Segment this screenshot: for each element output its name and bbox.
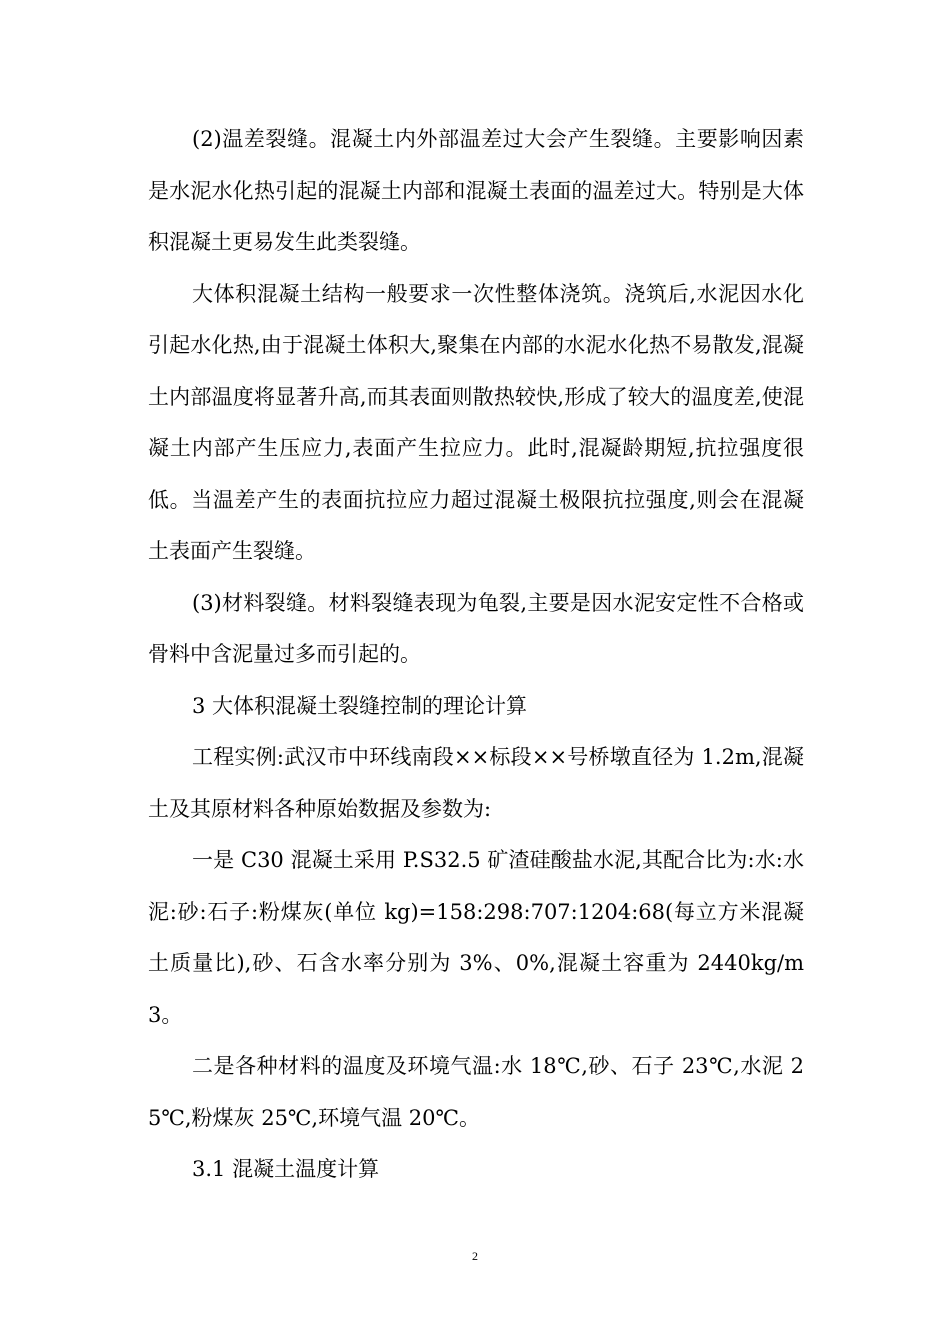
paragraph-mix-ratio: 一是 C30 混凝土采用 P.S32.5 矿渣硅酸盐水泥,其配合比为:水:水泥:砂:石子:粉煤灰(单位 kg)=158:298:707:1204:68(每立方米混凝土质量比),砂、石含水率分别为 3%、0%,混凝土容重为 2440kg/m3。 [148, 848, 804, 1027]
paragraph-engineering-example: 工程实例:武汉市中环线南段××标段××号桥墩直径为 1.2m,混凝土及其原材料各种原始数据及参数为: [148, 745, 804, 821]
section-heading-3: 3 大体积混凝土裂缝控制的理论计算 [192, 693, 528, 718]
page-number: 2 [472, 1249, 478, 1263]
document-body [148, 114, 804, 1196]
paragraph-temperature-cracks: (2)温差裂缝。混凝土内外部温差过大会产生裂缝。主要影响因素是水泥水化热引起的混凝土内部和混凝土表面的温差过大。特别是大体积混凝土更易发生此类裂缝。 [148, 127, 804, 254]
paragraph-material-cracks: (3)材料裂缝。材料裂缝表现为龟裂,主要是因水泥安定性不合格或骨料中含泥量过多而引起的。 [148, 590, 804, 666]
section-heading-3-1: 3.1 混凝土温度计算 [192, 1157, 380, 1181]
paragraph-mass-concrete-pouring: 大体积混凝土结构一般要求一次性整体浇筑。浇筑后,水泥因水化引起水化热,由于混凝土体积大,聚集在内部的水泥水化热不易散发,混凝土内部温度将显著升高,而其表面则散热较快,形成了较大的温度差,使混凝土内部产生压应力,表面产生拉应力。此时,混凝龄期短,抗拉强度很低。当温差产生的表面抗拉应力超过混凝土极限抗拉强度,则会在混凝土表面产生裂缝。 [148, 281, 804, 563]
paragraph-material-temperatures: 二是各种材料的温度及环境气温:水 18℃,砂、石子 23℃,水泥 25℃,粉煤灰 25℃,环境气温 20℃。 [148, 1054, 804, 1130]
